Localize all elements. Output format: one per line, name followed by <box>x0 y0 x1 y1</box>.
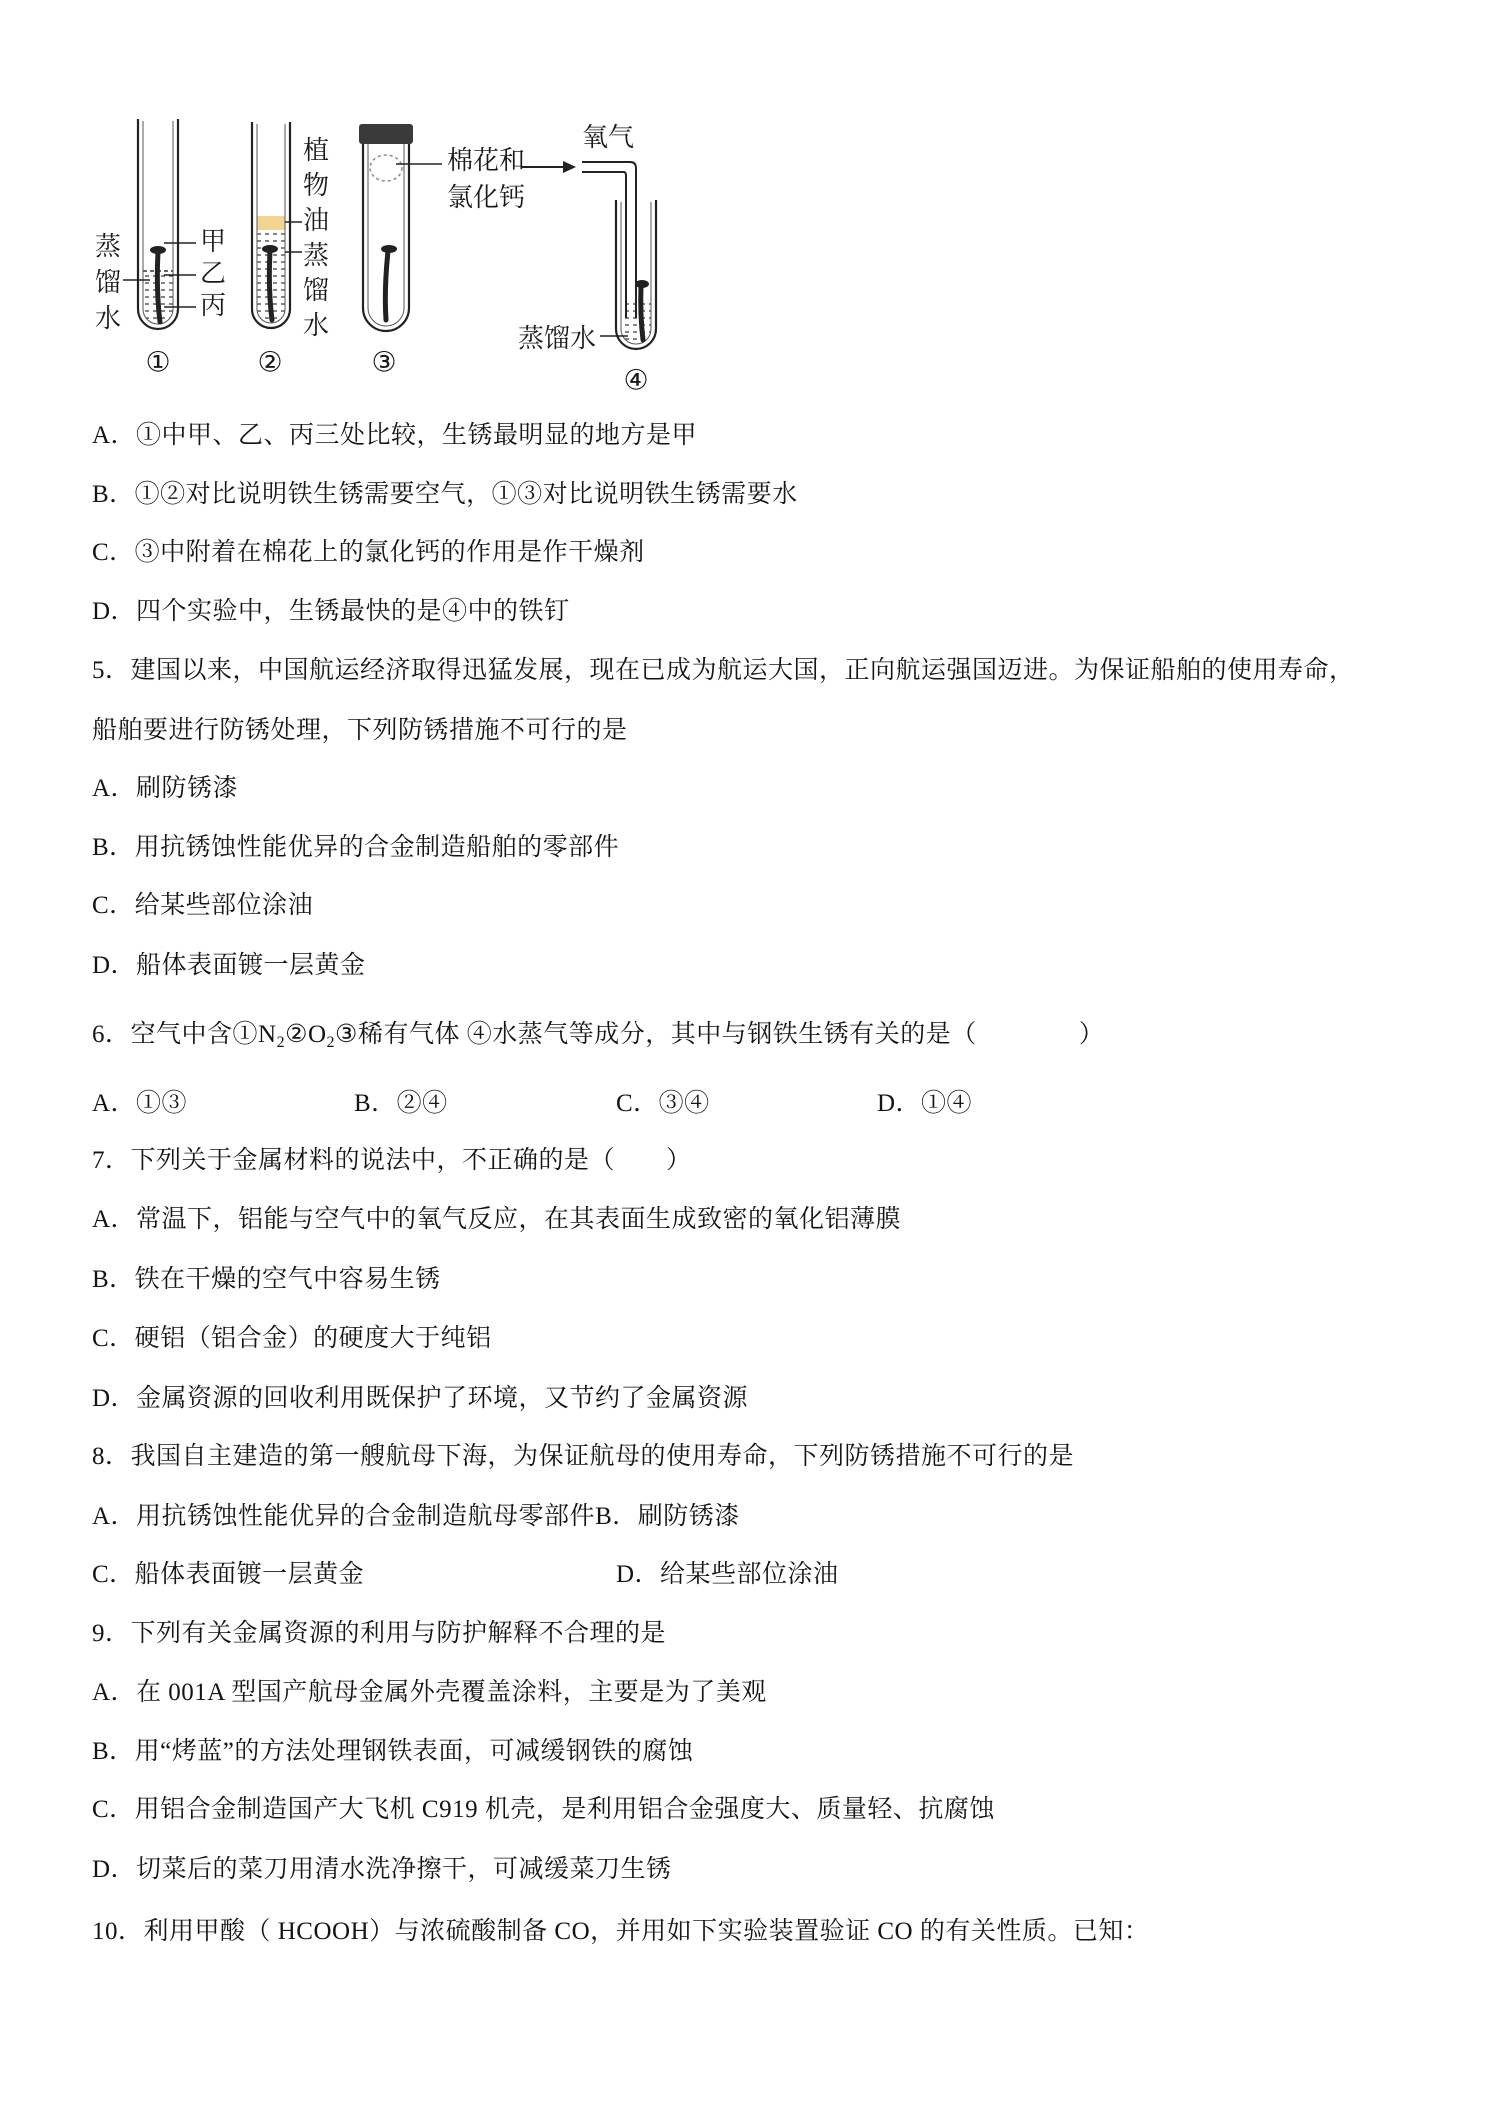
q7-option-b: B．铁在干燥的空气中容易生锈 <box>92 1266 441 1293</box>
q5-option-b: B．用抗锈蚀性能优异的合金制造船舶的零部件 <box>92 834 620 861</box>
q7-option-d: D．金属资源的回收利用既保护了环境，又节约了金属资源 <box>92 1385 749 1412</box>
q9-option-b: B．用“烤蓝”的方法处理钢铁表面，可减缓钢铁的腐蚀 <box>92 1738 694 1765</box>
marker-yi: 乙 <box>200 257 227 288</box>
q7-stem: 7．下列关于金属材料的说法中，不正确的是（ ） <box>92 1147 692 1174</box>
rust-experiment-figure <box>0 0 700 410</box>
q8-option-b: B．刷防锈漆 <box>595 1503 740 1530</box>
q9-stem: 9．下列有关金属资源的利用与防护解释不合理的是 <box>92 1620 667 1647</box>
tube-3-label-line-1: 棉花和 <box>447 144 526 175</box>
tube-2-label-char-1: 植 <box>302 134 330 165</box>
q7-option-c: C．硬铝（铝合金）的硬度大于纯铝 <box>92 1325 492 1352</box>
q6-n2-subscript: 2 <box>276 1034 286 1051</box>
q9-option-d: D．切菜后的菜刀用清水洗净擦干，可减缓菜刀生锈 <box>92 1856 672 1883</box>
tube-3 <box>359 124 525 377</box>
tube-2-oil-layer <box>257 216 285 230</box>
tube-3-number: ③ <box>371 346 397 378</box>
marker-jia: 甲 <box>200 225 227 256</box>
tube-3-cotton <box>370 155 402 181</box>
tube-1-nail <box>157 252 160 322</box>
q6-o2-subscript: 2 <box>326 1034 336 1051</box>
q4-option-d: D．四个实验中，生锈最快的是④中的铁钉 <box>92 598 570 625</box>
tube-3-stopper <box>359 124 413 144</box>
q5-option-d: D．船体表面镀一层黄金 <box>92 952 366 979</box>
q6-stem <box>92 1018 1104 1060</box>
q5-stem-line-2: 船舶要进行防锈处理，下列防锈措施不可行的是 <box>92 717 628 744</box>
q5-option-a: A．刷防锈漆 <box>92 775 239 802</box>
q8-option-d: D．给某些部位涂油 <box>616 1561 839 1588</box>
q6-stem-part-1: 6．空气中含①N <box>92 1021 277 1048</box>
tube-2 <box>252 122 329 377</box>
q8-stem: 8．我国自主建造的第一艘航母下海，为保证航母的使用寿命，下列防锈措施不可行的是 <box>92 1443 1075 1470</box>
q8-options-row-2 <box>0 1558 1488 1592</box>
tube-2-label-char-3: 油 <box>302 204 330 235</box>
tube-2-label-char-4: 蒸 <box>302 239 330 270</box>
q10-stem: 10．利用甲酸（ HCOOH）与浓硫酸制备 CO，并用如下实验装置验证 CO 的有关性质。已知： <box>92 1918 1150 1945</box>
q4-option-c: C．③中附着在棉花上的氯化钙的作用是作干燥剂 <box>92 539 645 566</box>
oxygen-arrow-head <box>563 161 576 173</box>
tube-1-label-char-3: 水 <box>94 302 122 333</box>
q6-option-c: C．③④ <box>616 1090 710 1117</box>
tube-3-nail <box>385 251 388 320</box>
tube-4-nail <box>641 286 643 340</box>
q6-stem-part-3: ③稀有气体 ④水蒸气等成分，其中与钢铁生锈有关的是（ ） <box>335 1021 1105 1048</box>
q8-options-row-1 <box>92 1500 740 1534</box>
q6-option-d: D．①④ <box>877 1090 973 1117</box>
tube-3-label-line-2: 氯化钙 <box>447 181 526 212</box>
tube-4-water-label: 蒸馏水 <box>518 322 597 353</box>
tube-1-label-char-1: 蒸 <box>94 230 122 261</box>
marker-bing: 丙 <box>200 289 227 320</box>
tube-2-nail <box>269 251 272 320</box>
tube-2-label-char-6: 水 <box>302 309 330 340</box>
q5-option-c: C．给某些部位涂油 <box>92 892 314 919</box>
q6-option-b: B．②④ <box>354 1090 448 1117</box>
q5-stem-line-1: 5．建国以来，中国航运经济取得迅猛发展，现在已成为航运大国，正向航运强国迈进。为保证船舶的使用寿命， <box>92 657 1355 684</box>
q7-option-a: A．常温下，铝能与空气中的氧气反应，在其表面生成致密的氧化铝薄膜 <box>92 1206 902 1233</box>
q6-option-a: A．①③ <box>92 1090 188 1117</box>
tube-2-label-char-5: 馏 <box>302 274 330 305</box>
tube-2-label-char-2: 物 <box>302 169 330 200</box>
inlet-tube-inner <box>582 172 626 318</box>
tube-2-number: ② <box>257 346 283 378</box>
tube-1-number: ① <box>145 346 171 378</box>
tube-4-number: ④ <box>623 364 649 396</box>
oxygen-label: 氧气 <box>581 121 635 152</box>
q9-option-c: C．用铝合金制造国产大飞机 C919 机壳，是利用铝合金强度大、质量轻、抗腐蚀 <box>92 1796 995 1823</box>
tube-4 <box>518 122 656 396</box>
inlet-tube-outer <box>582 162 636 318</box>
q8-option-c: C．船体表面镀一层黄金 <box>92 1561 365 1588</box>
q4-option-b: B．①②对比说明铁生锈需要空气，①③对比说明铁生锈需要水 <box>92 481 798 508</box>
q6-options-row <box>0 1087 1488 1121</box>
q6-stem-part-2: ②O <box>285 1021 327 1048</box>
q4-option-a: A．①中甲、乙、丙三处比较，生锈最明显的地方是甲 <box>92 422 698 449</box>
tube-1 <box>95 119 226 377</box>
q9-option-a: A．在 001A 型国产航母金属外壳覆盖涂料，主要是为了美观 <box>92 1679 767 1706</box>
tube-1-label-char-2: 馏 <box>94 266 122 297</box>
q8-option-a: A．用抗锈蚀性能优异的合金制造航母零部件 <box>92 1503 596 1530</box>
